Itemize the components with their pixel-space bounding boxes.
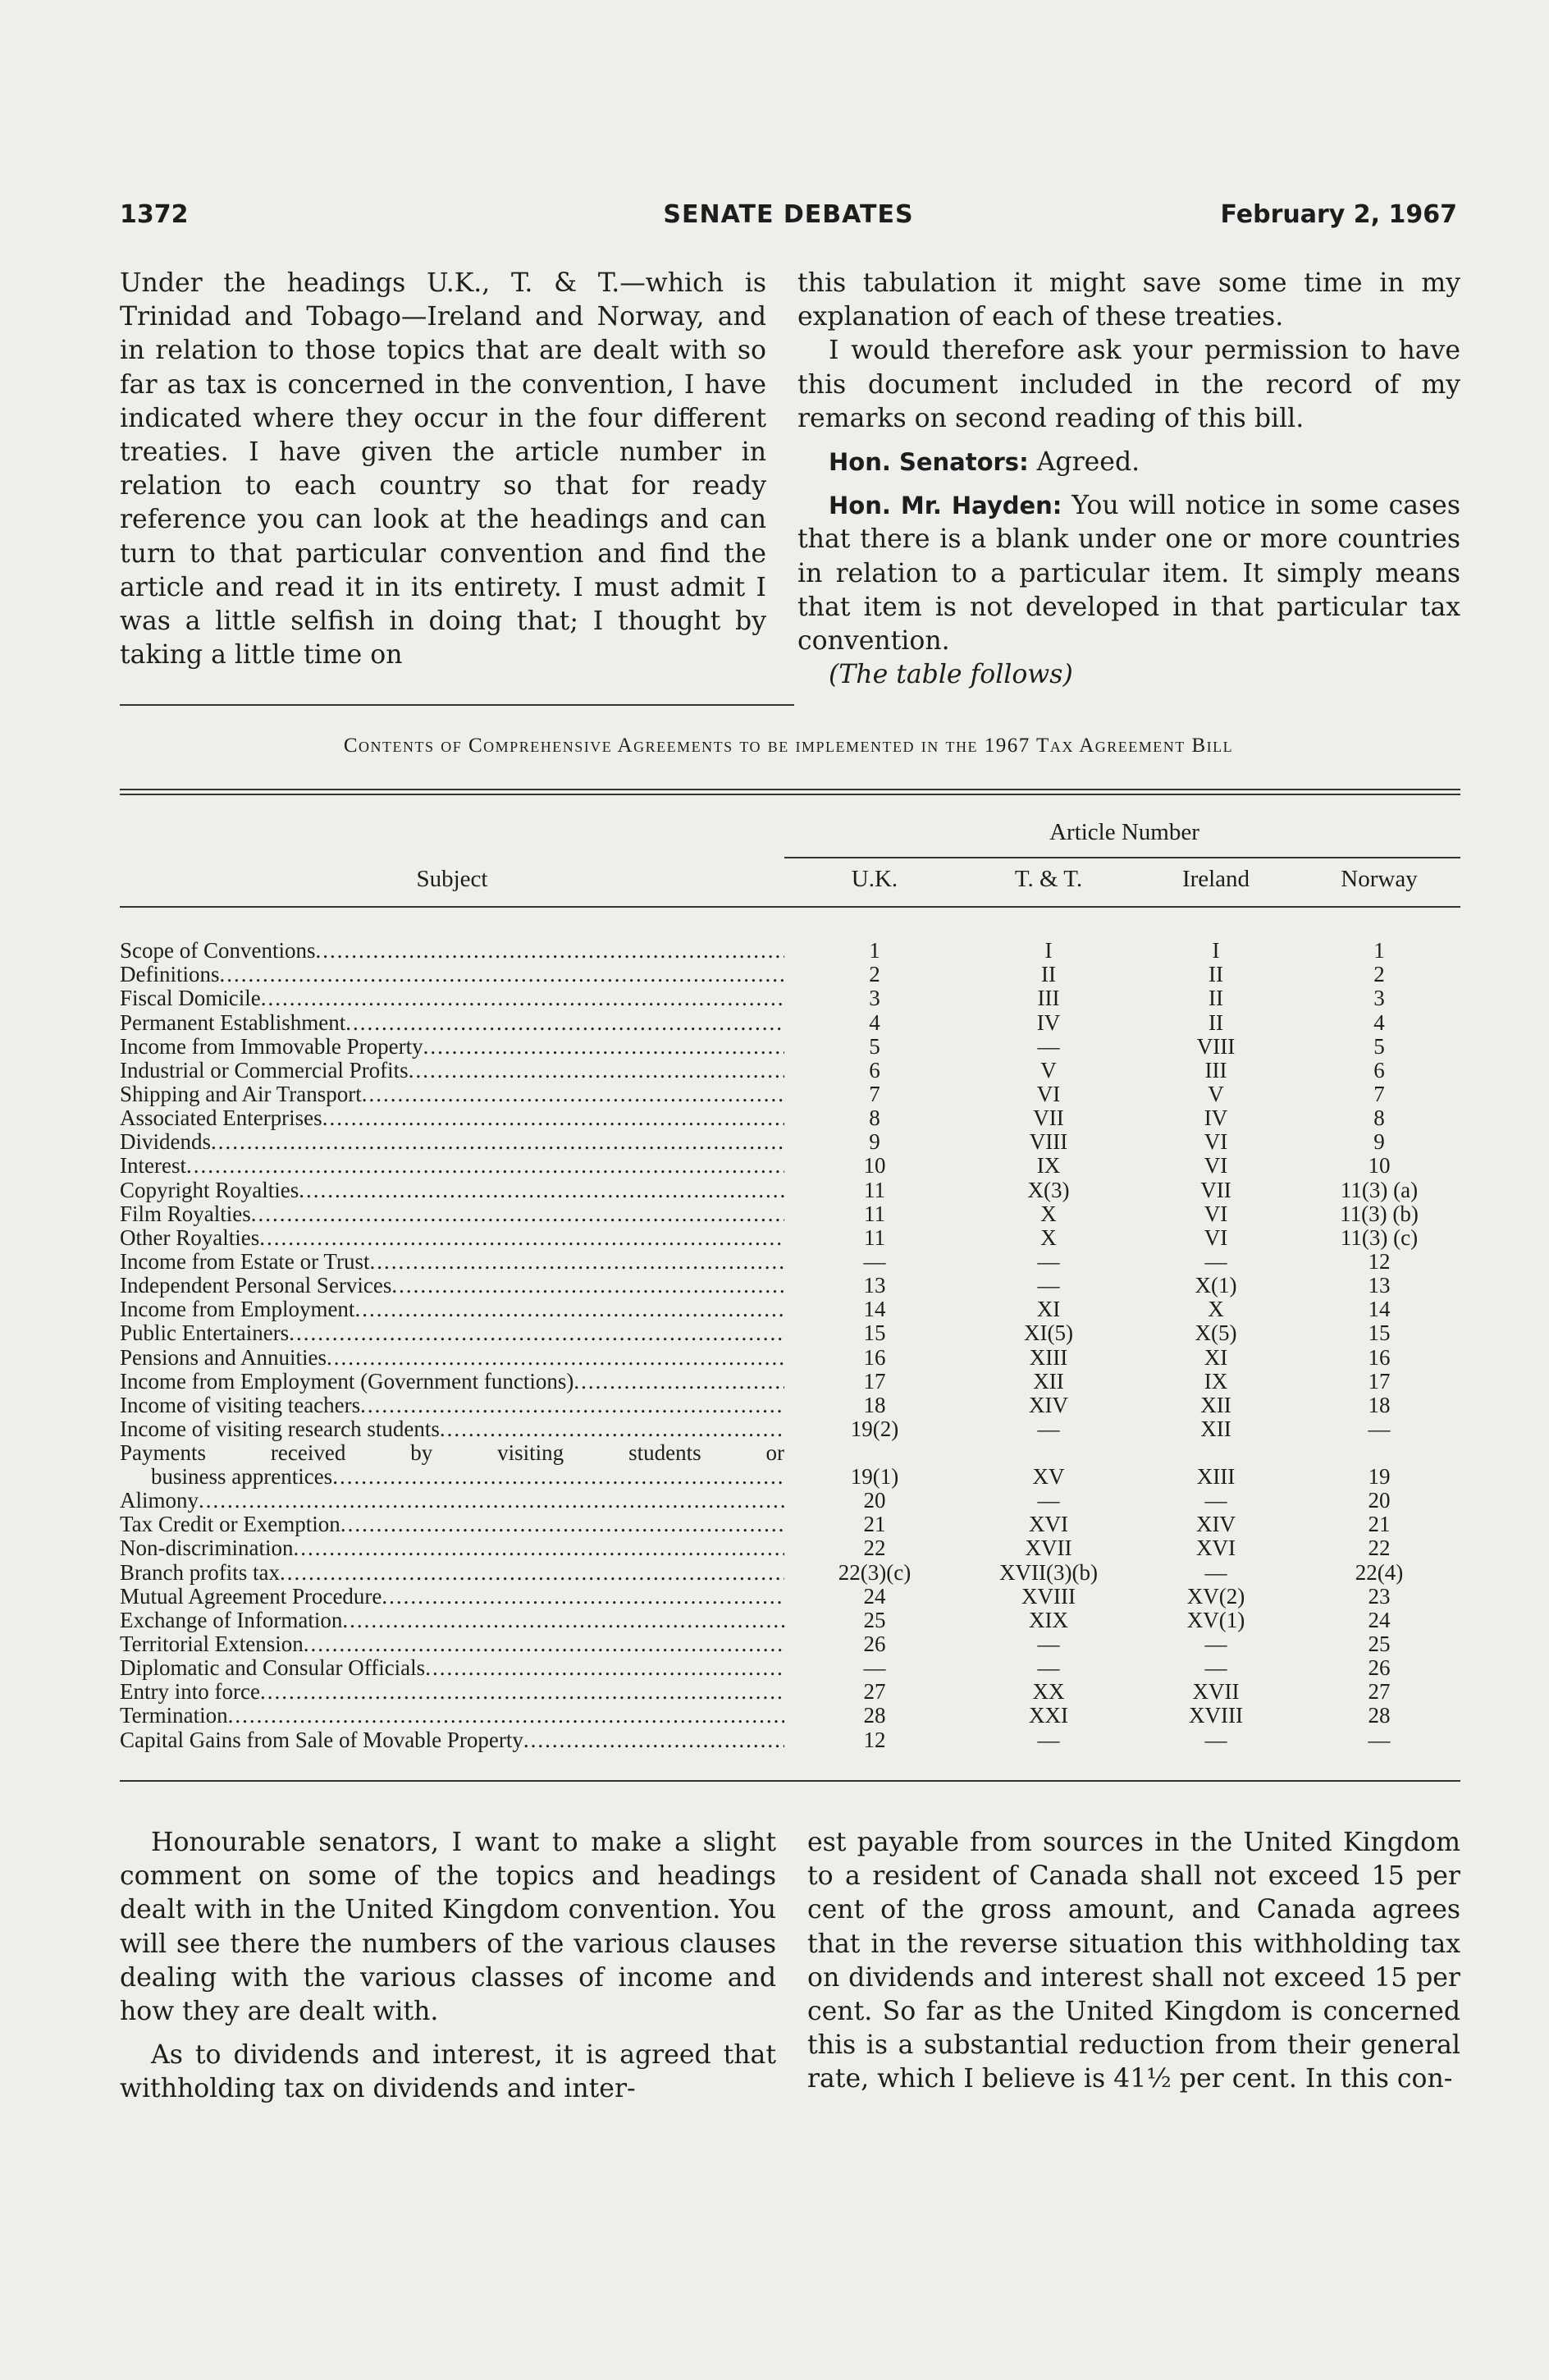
row-subject: Dividends ..... bbox=[120, 1130, 786, 1154]
row-subject: Interest ..... bbox=[120, 1154, 786, 1178]
table-row bbox=[120, 1082, 1460, 1106]
cell-uk: 18 bbox=[863, 1392, 886, 1417]
table-row bbox=[120, 1513, 1460, 1536]
cell-tt: X bbox=[1040, 1224, 1057, 1250]
table-row bbox=[120, 1417, 1460, 1441]
cell-tt: II bbox=[1041, 962, 1056, 987]
cell-uk: 11 bbox=[864, 1177, 885, 1202]
table-row bbox=[120, 1178, 1460, 1201]
table-top-rule bbox=[120, 794, 1460, 795]
cell-no: 18 bbox=[1368, 1392, 1391, 1417]
cell-no: 12 bbox=[1368, 1248, 1391, 1274]
table-row bbox=[120, 1680, 1460, 1704]
table-row bbox=[120, 1489, 1460, 1513]
table-caption: Contents of Comprehensive Agreements to be implemented in the 1967 Tax Agreement Bill bbox=[343, 735, 1234, 757]
cell-tt: XX bbox=[1032, 1679, 1065, 1705]
row-subject: Income of visiting research students ..... bbox=[120, 1417, 786, 1441]
cell-no: 26 bbox=[1368, 1655, 1391, 1681]
cell-ir: — bbox=[1204, 1559, 1227, 1585]
cell-ir: VI bbox=[1204, 1224, 1228, 1250]
cell-tt: XXI bbox=[1029, 1703, 1068, 1728]
paragraph: Under the headings U.K., T. & T.—which is Trinidad and Tobago—Ireland and Norway, and in relation to those topics that are dealt with so far as tax is concerned in the convention, I have indicated where they occur in the four different treaties. I have given the article number in relation to each country so that for ready reference you can look at the headings and can turn to that particular convention and find the article and read it in its entirety. I must admit I was a little selfish in doing that; I thought by taking a little time on bbox=[120, 268, 766, 671]
paragraph: As to dividends and interest, it is agreed that withholding tax on dividends and inter- bbox=[120, 2040, 776, 2104]
cell-uk: 14 bbox=[863, 1297, 886, 1322]
column-header-tt: T. & T. bbox=[1014, 866, 1083, 892]
cell-uk: 16 bbox=[863, 1344, 886, 1370]
row-subject: Fiscal Domicile ..... bbox=[120, 986, 786, 1010]
cell-ir: XV(1) bbox=[1186, 1607, 1245, 1632]
cell-uk: 4 bbox=[869, 1009, 880, 1035]
page-number: 1372 bbox=[120, 200, 189, 229]
publication-title: SENATE DEBATES bbox=[663, 200, 914, 229]
row-subject: Income from Estate or Trust ..... bbox=[120, 1250, 786, 1274]
cell-no: 17 bbox=[1368, 1368, 1391, 1394]
cell-tt: III bbox=[1037, 986, 1060, 1011]
cell-tt: VIII bbox=[1029, 1129, 1068, 1155]
cell-tt: — bbox=[1037, 1273, 1060, 1298]
cell-uk: 25 bbox=[863, 1607, 886, 1632]
article-number-header: Article Number bbox=[1049, 819, 1199, 845]
cell-no: 1 bbox=[1373, 938, 1385, 963]
row-subject: Income of visiting teachers ..... bbox=[120, 1394, 786, 1417]
table-row bbox=[120, 1632, 1460, 1656]
row-subject: Termination ..... bbox=[120, 1704, 786, 1728]
row-subject: Other Royalties ..... bbox=[120, 1226, 786, 1250]
cell-tt: XVII(3)(b) bbox=[999, 1559, 1098, 1585]
cell-ir: I bbox=[1212, 938, 1220, 963]
row-subject: Capital Gains from Sale of Movable Property ..... bbox=[120, 1728, 786, 1751]
cell-no: 14 bbox=[1368, 1297, 1391, 1322]
table-row bbox=[120, 1130, 1460, 1154]
cell-tt: XVI bbox=[1029, 1512, 1068, 1537]
cell-tt: — bbox=[1037, 1488, 1060, 1513]
table-row bbox=[120, 1298, 1460, 1321]
cell-no: 22(4) bbox=[1355, 1559, 1404, 1585]
cell-tt: XIV bbox=[1029, 1392, 1068, 1417]
cell-no: 22 bbox=[1368, 1536, 1391, 1561]
cell-no: 19 bbox=[1368, 1463, 1391, 1489]
column-header-ireland: Ireland bbox=[1181, 866, 1250, 892]
table-row bbox=[120, 1536, 1460, 1560]
page-header bbox=[120, 200, 1457, 236]
cell-tt: VII bbox=[1033, 1105, 1064, 1131]
cell-tt: IX bbox=[1036, 1153, 1061, 1179]
cell-ir: — bbox=[1204, 1488, 1227, 1513]
cell-uk: 7 bbox=[869, 1081, 880, 1106]
cell-ir: XV(2) bbox=[1186, 1583, 1245, 1609]
row-subject: Tax Credit or Exemption ..... bbox=[120, 1513, 786, 1536]
cell-tt: VI bbox=[1036, 1081, 1061, 1106]
paragraph: est payable from sources in the United Kingdom to a resident of Canada shall not exceed 15 per cent of the gross amount, and Canada agrees that in the reverse situation this withholding tax on dividends and interest shall not exceed 15 per cent. So far as the United Kingdom is concerned this is a substantial reduction from their general rate, which I believe is 41½ per cent. In this con- bbox=[807, 1828, 1460, 2094]
cell-tt: XII bbox=[1033, 1368, 1064, 1394]
article-table bbox=[120, 939, 1460, 1752]
cell-no: 11(3) (a) bbox=[1340, 1177, 1419, 1202]
table-row bbox=[120, 1059, 1460, 1082]
cell-tt: — bbox=[1037, 1655, 1060, 1681]
cell-ir: VI bbox=[1204, 1153, 1228, 1179]
cell-uk: 17 bbox=[863, 1368, 886, 1394]
row-subject: Alimony ..... bbox=[120, 1489, 786, 1513]
cell-no: 5 bbox=[1373, 1033, 1385, 1059]
cell-ir: XVIII bbox=[1189, 1703, 1243, 1728]
cell-uk: 13 bbox=[863, 1273, 886, 1298]
cell-ir: — bbox=[1204, 1631, 1227, 1656]
cell-tt: I bbox=[1044, 938, 1053, 963]
cell-uk: 22 bbox=[863, 1536, 886, 1561]
cell-no: 2 bbox=[1373, 962, 1385, 987]
cell-tt: — bbox=[1037, 1727, 1060, 1752]
table-row bbox=[120, 1656, 1460, 1680]
cell-tt: — bbox=[1037, 1416, 1060, 1441]
cell-ir: XVI bbox=[1196, 1536, 1236, 1561]
row-subject: Permanent Establishment ..... bbox=[120, 1010, 786, 1034]
cell-uk: 26 bbox=[863, 1631, 886, 1656]
cell-no: 9 bbox=[1373, 1129, 1385, 1155]
table-row bbox=[120, 1250, 1460, 1274]
cell-no: — bbox=[1368, 1416, 1391, 1441]
cell-uk: 15 bbox=[863, 1320, 886, 1346]
cell-tt: IV bbox=[1036, 1009, 1061, 1035]
table-row bbox=[120, 1609, 1460, 1632]
cell-no: 11(3) (b) bbox=[1340, 1201, 1419, 1226]
row-subject: Scope of Conventions ..... bbox=[120, 939, 786, 963]
cell-tt: XI(5) bbox=[1024, 1320, 1073, 1346]
cell-no: 23 bbox=[1368, 1583, 1391, 1609]
cell-no: 15 bbox=[1368, 1320, 1391, 1346]
cell-ir: XVII bbox=[1192, 1679, 1240, 1705]
cell-ir: XIV bbox=[1196, 1512, 1236, 1537]
cell-no: 7 bbox=[1373, 1081, 1385, 1106]
cell-ir: X(5) bbox=[1195, 1320, 1237, 1346]
cell-ir: VIII bbox=[1196, 1033, 1236, 1059]
column-header-uk: U.K. bbox=[851, 866, 898, 892]
cell-no: — bbox=[1368, 1727, 1391, 1752]
cell-ir: X bbox=[1208, 1297, 1224, 1322]
row-subject: Income from Immovable Property ..... bbox=[120, 1035, 786, 1059]
speaker-paragraph: Hon. Mr. Hayden: You will notice in some cases that there is a blank under one or more countries in relation to a particular item. It simply means that item is not developed in that particular tax convention. bbox=[797, 491, 1460, 657]
cell-tt: XVII bbox=[1025, 1536, 1072, 1561]
page-date: February 2, 1967 bbox=[1220, 200, 1457, 229]
row-subject: Branch profits tax ..... bbox=[120, 1560, 786, 1584]
cell-no: 4 bbox=[1373, 1009, 1385, 1035]
cell-ir: — bbox=[1204, 1248, 1227, 1274]
cell-ir: II bbox=[1209, 986, 1223, 1011]
table-row bbox=[120, 1560, 1460, 1584]
cell-ir: II bbox=[1209, 962, 1223, 987]
cell-no: 8 bbox=[1373, 1105, 1385, 1131]
cell-uk: 2 bbox=[869, 962, 880, 987]
cell-ir: X(1) bbox=[1195, 1273, 1237, 1298]
group-header-rule bbox=[784, 857, 1460, 858]
cell-uk: 8 bbox=[869, 1105, 880, 1131]
cell-uk: 19(2) bbox=[850, 1416, 899, 1441]
table-row bbox=[120, 1202, 1460, 1226]
cell-ir: XI bbox=[1204, 1344, 1228, 1370]
row-subject: Industrial or Commercial Profits ..... bbox=[120, 1059, 786, 1082]
row-subject: Definitions ..... bbox=[120, 963, 786, 986]
cell-ir: XIII bbox=[1196, 1463, 1236, 1489]
cell-tt: XIII bbox=[1029, 1344, 1068, 1370]
header-bottom-rule bbox=[120, 906, 1460, 908]
cell-tt: X(3) bbox=[1027, 1177, 1070, 1202]
cell-no: 21 bbox=[1368, 1512, 1391, 1537]
table-row bbox=[120, 1321, 1460, 1345]
cell-no: 20 bbox=[1368, 1488, 1391, 1513]
cell-uk: 9 bbox=[869, 1129, 880, 1155]
row-subject: Associated Enterprises ..... bbox=[120, 1106, 786, 1130]
cell-no: 3 bbox=[1373, 986, 1385, 1011]
cell-uk: 3 bbox=[869, 986, 880, 1011]
cell-tt: XVIII bbox=[1021, 1583, 1076, 1609]
table-row bbox=[120, 986, 1460, 1010]
subject-header: Subject bbox=[416, 866, 488, 892]
paragraph: I would therefore ask your permission to have this document included in the record of my remarks on second reading of this bill. bbox=[797, 336, 1460, 433]
cell-ir: VI bbox=[1204, 1129, 1228, 1155]
table-row bbox=[120, 963, 1460, 986]
row-subject: Film Royalties ..... bbox=[120, 1202, 786, 1226]
cell-uk: 24 bbox=[863, 1583, 886, 1609]
cell-no: 16 bbox=[1368, 1344, 1391, 1370]
cell-ir: — bbox=[1204, 1727, 1227, 1752]
cell-ir: IX bbox=[1204, 1368, 1228, 1394]
table-row bbox=[120, 1274, 1460, 1298]
cell-ir: IV bbox=[1204, 1105, 1228, 1131]
table-row bbox=[120, 1345, 1460, 1369]
cell-uk: 27 bbox=[863, 1679, 886, 1705]
row-subject: Copyright Royalties ..... bbox=[120, 1178, 786, 1201]
row-subject: Payments received by visiting students or business apprentices ..... bbox=[120, 1441, 786, 1489]
cell-ir: V bbox=[1208, 1081, 1224, 1106]
table-bottom-rule bbox=[120, 1780, 1460, 1782]
cell-no: 10 bbox=[1368, 1153, 1391, 1179]
cell-no: 11(3) (c) bbox=[1340, 1224, 1419, 1250]
cell-uk: 12 bbox=[863, 1727, 886, 1752]
cell-ir: II bbox=[1209, 1009, 1223, 1035]
stage-direction: (The table follows) bbox=[829, 660, 1073, 690]
cell-tt: — bbox=[1037, 1033, 1060, 1059]
cell-tt: — bbox=[1037, 1248, 1060, 1274]
cell-tt: V bbox=[1040, 1057, 1057, 1082]
cell-ir: VII bbox=[1200, 1177, 1231, 1202]
row-subject: Exchange of Information ..... bbox=[120, 1609, 786, 1632]
cell-ir: III bbox=[1204, 1057, 1227, 1082]
cell-tt: X bbox=[1040, 1201, 1057, 1226]
cell-uk: 28 bbox=[863, 1703, 886, 1728]
table-row bbox=[120, 1704, 1460, 1728]
cell-no: 25 bbox=[1368, 1631, 1391, 1656]
row-subject: Public Entertainers ..... bbox=[120, 1321, 786, 1345]
cell-ir: XII bbox=[1200, 1416, 1231, 1441]
paragraph: this tabulation it might save some time in my explanation of each of these treaties. bbox=[797, 268, 1460, 332]
cell-uk: 21 bbox=[863, 1512, 886, 1537]
row-subject: Territorial Extension ..... bbox=[120, 1632, 786, 1656]
speaker-name: Hon. Senators: bbox=[829, 448, 1029, 477]
cell-tt: XV bbox=[1032, 1463, 1065, 1489]
cell-ir: — bbox=[1204, 1655, 1227, 1681]
cell-uk: 5 bbox=[869, 1033, 880, 1059]
paragraph: Honourable senators, I want to make a slight comment on some of the topics and headings dealt with in the United Kingdom convention. You will see there the numbers of the various clauses dealing with the various classes of income and how they are dealt with. bbox=[120, 1828, 776, 2027]
top-left-column bbox=[120, 267, 766, 672]
table-row bbox=[120, 1394, 1460, 1417]
row-subject: Entry into force ..... bbox=[120, 1680, 786, 1704]
row-subject: Non-discrimination ..... bbox=[120, 1536, 786, 1560]
top-right-column bbox=[797, 267, 1460, 692]
cell-tt: XIX bbox=[1029, 1607, 1068, 1632]
cell-no: 24 bbox=[1368, 1607, 1391, 1632]
cell-no: 28 bbox=[1368, 1703, 1391, 1728]
cell-uk: 6 bbox=[869, 1057, 880, 1082]
column-divider-rule bbox=[120, 704, 794, 706]
cell-ir: VI bbox=[1204, 1201, 1228, 1226]
table-row bbox=[120, 1441, 1460, 1489]
cell-uk: 19(1) bbox=[850, 1463, 899, 1489]
cell-no: 6 bbox=[1373, 1057, 1385, 1082]
cell-uk: 1 bbox=[869, 938, 880, 963]
table-row bbox=[120, 1370, 1460, 1394]
column-header-norway: Norway bbox=[1341, 866, 1418, 892]
cell-no: 13 bbox=[1368, 1273, 1391, 1298]
row-subject: Shipping and Air Transport ..... bbox=[120, 1082, 786, 1106]
cell-uk: 10 bbox=[863, 1153, 886, 1179]
table-row bbox=[120, 1035, 1460, 1059]
cell-tt: XI bbox=[1036, 1297, 1061, 1322]
bottom-right-column bbox=[807, 1826, 1460, 2097]
row-subject: Independent Personal Services ..... bbox=[120, 1274, 786, 1298]
row-subject: Pensions and Annuities ..... bbox=[120, 1345, 786, 1369]
table-row bbox=[120, 1585, 1460, 1609]
speaker-paragraph: Hon. Senators: Agreed. bbox=[829, 447, 1140, 478]
table-row bbox=[120, 1010, 1460, 1034]
table-row bbox=[120, 1154, 1460, 1178]
row-subject: Income from Employment ..... bbox=[120, 1298, 786, 1321]
cell-uk: 11 bbox=[864, 1201, 885, 1226]
row-subject: Mutual Agreement Procedure ..... bbox=[120, 1585, 786, 1609]
bottom-left-column bbox=[120, 1826, 776, 2107]
table-row bbox=[120, 1728, 1460, 1751]
cell-no: 27 bbox=[1368, 1679, 1391, 1705]
cell-uk: — bbox=[863, 1248, 886, 1274]
row-subject: Diplomatic and Consular Officials ..... bbox=[120, 1656, 786, 1680]
table-top-rule bbox=[120, 789, 1460, 790]
table-row bbox=[120, 1106, 1460, 1130]
table-row bbox=[120, 939, 1460, 963]
cell-uk: — bbox=[863, 1655, 886, 1681]
table-row bbox=[120, 1226, 1460, 1250]
row-subject: Income from Employment (Government functions) ..... bbox=[120, 1370, 786, 1394]
cell-tt: — bbox=[1037, 1631, 1060, 1656]
speaker-name: Hon. Mr. Hayden: bbox=[829, 492, 1062, 520]
cell-ir: XII bbox=[1200, 1392, 1231, 1417]
cell-uk: 11 bbox=[864, 1224, 885, 1250]
cell-uk: 22(3)(c) bbox=[838, 1559, 912, 1585]
cell-uk: 20 bbox=[863, 1488, 886, 1513]
